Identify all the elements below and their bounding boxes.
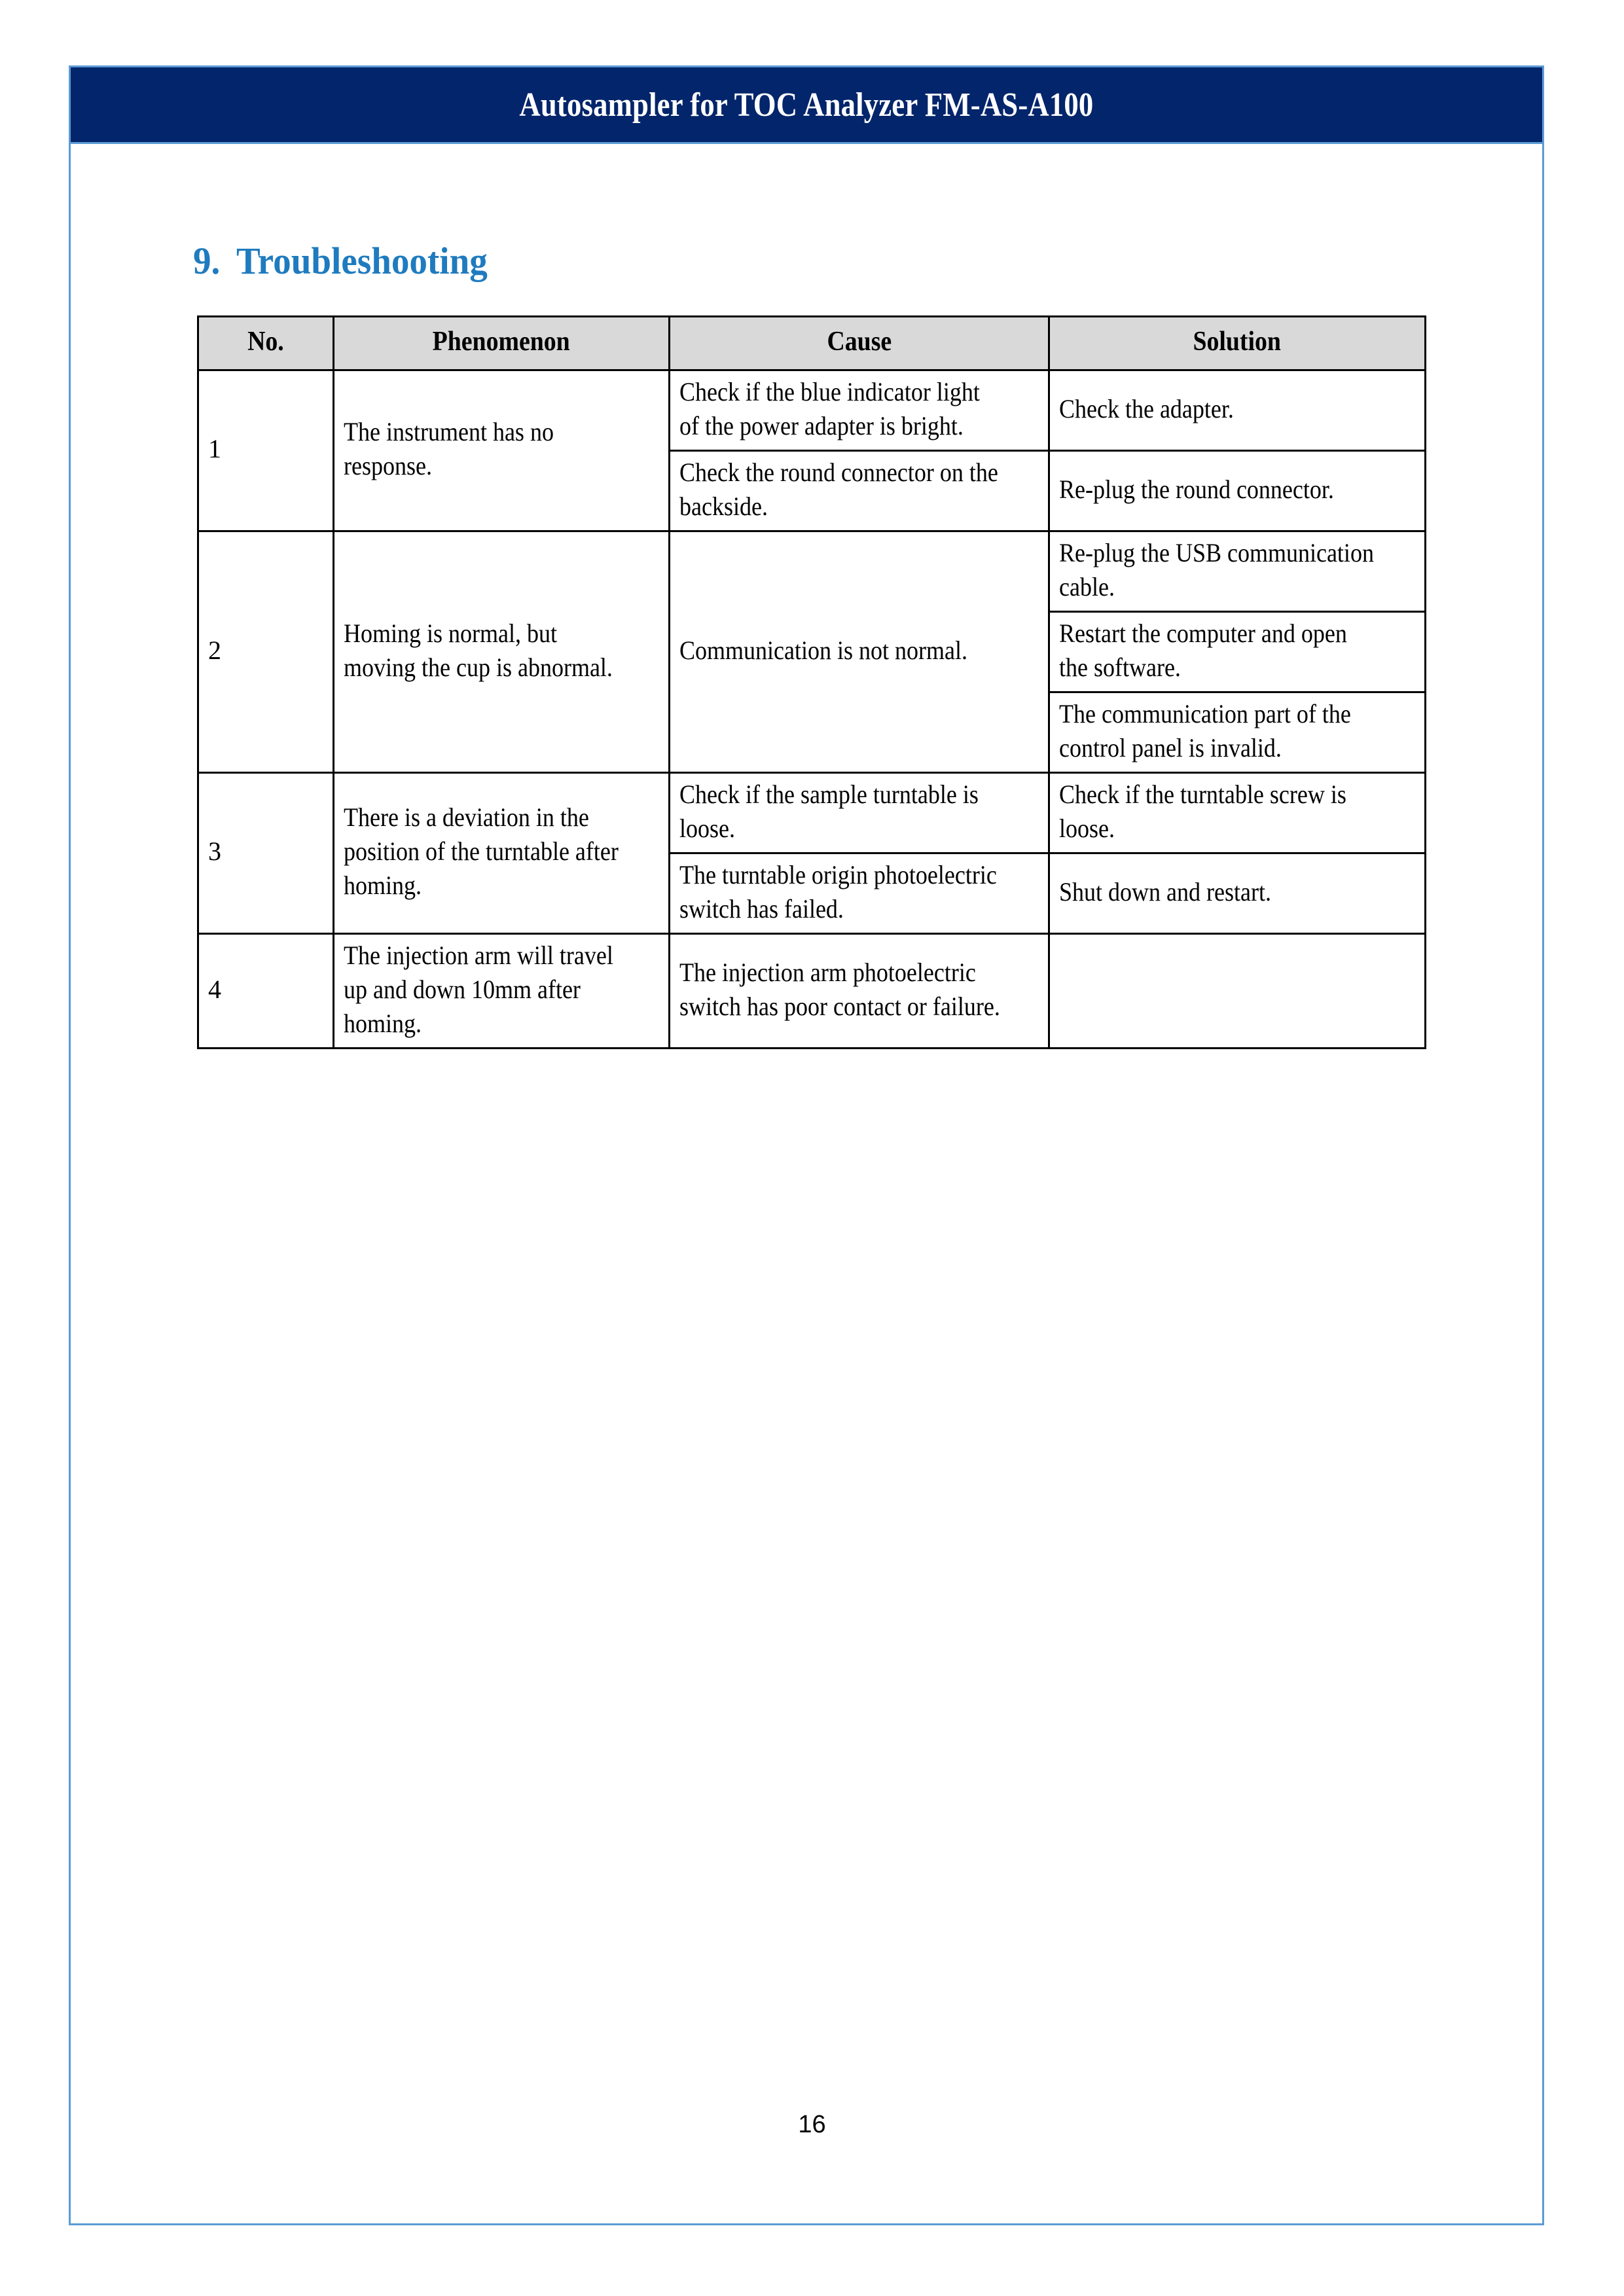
phenomenon-text: The injection arm will travel up and down 10mm after homing. <box>344 940 613 1038</box>
phenomenon-text: The instrument has no response. <box>344 417 554 481</box>
solution-cell <box>1049 772 1426 853</box>
table-row <box>198 370 1426 450</box>
column-header-cause <box>670 317 1049 370</box>
page-number: 16 <box>798 2111 826 2138</box>
table-row <box>198 772 1426 853</box>
troubleshooting-table <box>197 315 1426 1049</box>
cause-cell <box>670 772 1049 853</box>
solution-text: Re-plug the USB communication cable. <box>1059 537 1374 601</box>
phenomenon-cell <box>334 933 670 1048</box>
cause-text: The turntable origin photoelectric switch has failed. <box>679 859 997 924</box>
table-row <box>198 933 1426 1048</box>
document-header-bar <box>69 65 1544 144</box>
solution-cell <box>1049 933 1426 1048</box>
solution-text: Re-plug the round connector. <box>1059 474 1334 504</box>
row-number-cell: 3 <box>198 772 334 933</box>
solution-cell <box>1049 450 1426 531</box>
cause-cell <box>670 531 1049 772</box>
row-number-cell: 1 <box>198 370 334 531</box>
column-header-solution-label: Solution <box>1193 327 1282 357</box>
phenomenon-cell <box>334 531 670 772</box>
solution-text: Restart the computer and open the software. <box>1059 618 1347 682</box>
column-header-phenomenon-label: Phenomenon <box>432 327 571 357</box>
row-number-cell: 4 <box>198 933 334 1048</box>
cause-text: The injection arm photoelectric switch has poor contact or failure. <box>679 957 1000 1021</box>
column-header-cause-label: Cause <box>827 327 892 357</box>
row-number-cell: 2 <box>198 531 334 772</box>
cause-cell <box>670 450 1049 531</box>
page-title <box>193 239 488 283</box>
phenomenon-text: There is a deviation in the position of the turntable after homing. <box>344 802 619 901</box>
column-header-phenomenon <box>334 317 670 370</box>
phenomenon-text: Homing is normal, but moving the cup is abnormal. <box>344 618 613 682</box>
cause-text: Check if the blue indicator light of the power adapter is bright. <box>679 376 980 440</box>
solution-text: The communication part of the control panel is invalid. <box>1059 698 1351 762</box>
column-header-no <box>198 317 334 370</box>
table-header <box>198 317 1426 370</box>
solution-cell <box>1049 370 1426 450</box>
document-header-title: Autosampler for TOC Analyzer FM-AS-A100 <box>519 86 1094 124</box>
section-number: 9. <box>193 240 221 282</box>
cause-text: Check the round connector on the backside. <box>679 457 998 521</box>
solution-cell <box>1049 531 1426 611</box>
troubleshooting-table-wrapper <box>197 315 1424 1049</box>
solution-text: Shut down and restart. <box>1059 876 1271 906</box>
cause-cell <box>670 370 1049 450</box>
table-header-row <box>198 317 1426 370</box>
cause-text: Communication is not normal. <box>679 635 967 665</box>
cause-cell <box>670 933 1049 1048</box>
solution-text: Check the adapter. <box>1059 393 1234 423</box>
solution-cell <box>1049 692 1426 772</box>
phenomenon-cell <box>334 370 670 531</box>
phenomenon-cell <box>334 772 670 933</box>
column-header-solution <box>1049 317 1426 370</box>
table-body <box>198 370 1426 1048</box>
solution-cell <box>1049 611 1426 692</box>
solution-text: Check if the turntable screw is loose. <box>1059 779 1346 843</box>
table-row <box>198 531 1426 611</box>
cause-cell <box>670 853 1049 933</box>
solution-cell <box>1049 853 1426 933</box>
cause-text: Check if the sample turntable is loose. <box>679 779 979 843</box>
section-title: Troubleshooting <box>236 240 488 282</box>
column-header-no-label: No. <box>247 327 284 357</box>
